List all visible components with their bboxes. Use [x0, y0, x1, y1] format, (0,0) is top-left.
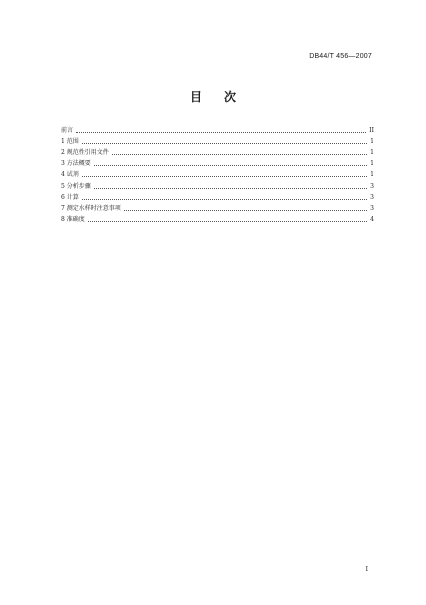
toc-entry-page: II	[369, 127, 374, 135]
toc-leader-dots	[88, 221, 367, 222]
toc-entry-page: 1	[370, 138, 374, 146]
toc-entry[interactable]	[61, 168, 374, 179]
toc-entry[interactable]	[61, 202, 374, 213]
toc-title: 目次	[189, 90, 258, 104]
toc-entry[interactable]	[61, 146, 374, 157]
toc-leader-dots	[124, 210, 367, 211]
toc-entry-label: 前言	[61, 127, 74, 135]
toc-entry[interactable]	[61, 135, 374, 146]
toc-leader-dots	[112, 154, 367, 155]
toc-entry-page: 4	[370, 215, 374, 223]
toc-entry-label: 7 测定水样时注意事项	[61, 204, 121, 212]
page-number: I	[365, 566, 368, 573]
toc-entry-label: 1 范围	[61, 138, 79, 146]
toc-entry-page: 1	[370, 171, 374, 179]
toc-entry-label: 2 规范性引用文件	[61, 149, 109, 157]
toc-entry-page: 1	[370, 149, 374, 157]
toc-entry[interactable]	[61, 191, 374, 202]
toc-entry-page: 3	[370, 193, 374, 201]
standard-code: DB44/T 456—2007	[309, 53, 372, 60]
toc-entry-label: 4 试剂	[61, 171, 79, 179]
toc-entry-page: 3	[370, 204, 374, 212]
toc-leader-dots	[94, 165, 367, 166]
table-of-contents	[61, 124, 374, 224]
toc-entry[interactable]	[61, 213, 374, 224]
toc-entry[interactable]	[61, 124, 374, 135]
toc-leader-dots	[94, 188, 367, 189]
toc-entry-label: 6 计算	[61, 193, 79, 201]
toc-entry[interactable]	[61, 179, 374, 190]
toc-entry-label: 8 准确度	[61, 215, 85, 223]
toc-entry-label: 3 方法概要	[61, 160, 91, 168]
toc-leader-dots	[82, 199, 367, 200]
toc-leader-dots	[76, 132, 366, 133]
toc-leader-dots	[82, 143, 367, 144]
toc-entry-page: 3	[370, 182, 374, 190]
toc-entry-page: 1	[370, 160, 374, 168]
toc-entry[interactable]	[61, 157, 374, 168]
toc-leader-dots	[82, 176, 367, 177]
toc-entry-label: 5 分析步骤	[61, 182, 91, 190]
